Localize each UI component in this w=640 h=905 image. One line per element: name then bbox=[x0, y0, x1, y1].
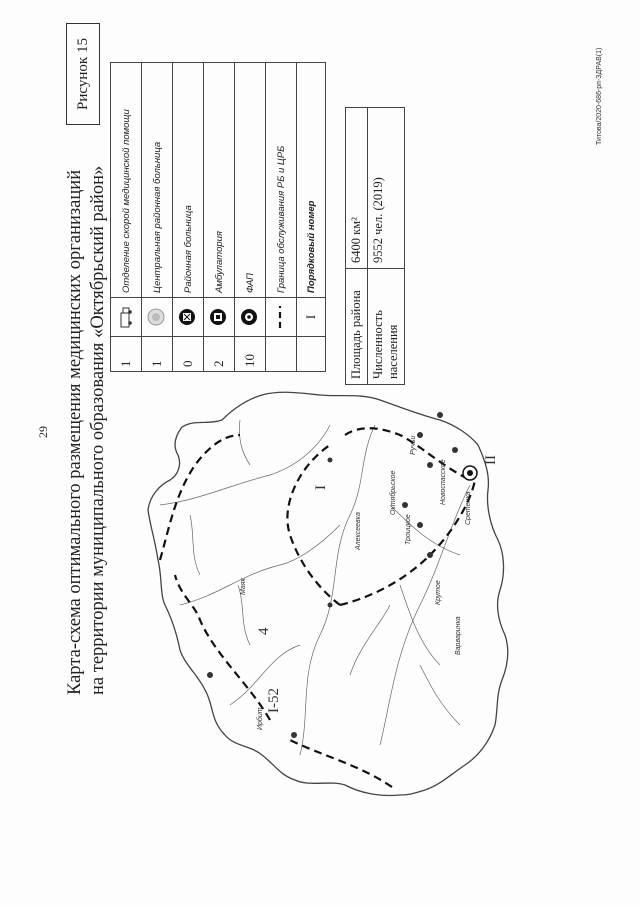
legend-label: Порядковый номер bbox=[297, 63, 326, 298]
footer-code: Титова/2020-686-рп-ЗДРАВ(1) bbox=[596, 47, 603, 145]
legend-count bbox=[297, 337, 326, 372]
place-label: Ручьи bbox=[410, 435, 417, 455]
stats-row bbox=[368, 108, 405, 385]
stats-row bbox=[346, 108, 368, 385]
legend-label: Граница обслуживания РБ и ЦРБ bbox=[266, 63, 297, 298]
zone-label-ii: II bbox=[483, 455, 499, 465]
place-label: Октябрьское bbox=[390, 470, 397, 515]
boundary-dashed-line bbox=[266, 298, 297, 337]
stats-table bbox=[345, 107, 405, 385]
title-line-2: на территории муниципального образования «Октябрьский район» bbox=[88, 165, 108, 695]
rivers bbox=[160, 420, 470, 755]
ambulance-icon bbox=[111, 298, 142, 337]
legend-label: Отделение скорой медицинской помощи bbox=[111, 63, 142, 298]
legend-row bbox=[235, 63, 266, 372]
place-label: Ирбит bbox=[257, 707, 264, 730]
legend-count: 0 bbox=[173, 337, 204, 372]
place-label: Троицкое bbox=[405, 514, 412, 545]
population-label-line-1: Численность bbox=[371, 310, 385, 379]
population-label-line-2: населения bbox=[386, 324, 400, 379]
central-hospital-marker bbox=[463, 466, 477, 480]
population-value: 9552 чел. (2019) bbox=[368, 108, 405, 269]
place-label: Сретенка bbox=[465, 491, 472, 525]
district-hospital-icon bbox=[173, 298, 204, 337]
place-label: Новоспасское bbox=[440, 459, 447, 505]
legend-row bbox=[266, 63, 297, 372]
legend-count: 1 bbox=[111, 337, 142, 372]
legend-table bbox=[110, 62, 326, 372]
area-value: 6400 км² bbox=[346, 108, 368, 269]
legend-count: 10 bbox=[235, 337, 266, 372]
legend-row bbox=[111, 63, 142, 372]
fap-icon bbox=[235, 298, 266, 337]
title-line-1: Карта-схема оптимального размещения медицинских организаций bbox=[65, 169, 85, 695]
legend-label: ФАП bbox=[235, 63, 266, 298]
legend-row bbox=[204, 63, 235, 372]
service-boundaries bbox=[160, 428, 475, 787]
place-label: Крутое bbox=[435, 580, 442, 605]
legend-label: Центральная районная больница bbox=[142, 63, 173, 298]
legend-row bbox=[142, 63, 173, 372]
legend-count: 2 bbox=[204, 337, 235, 372]
page-number: 29 bbox=[36, 426, 50, 438]
legend-count bbox=[266, 337, 297, 372]
zone-label-i: I bbox=[313, 485, 329, 490]
outpatient-clinic-icon bbox=[204, 298, 235, 337]
settlement-markers bbox=[207, 412, 474, 738]
legend-label: Районная больница bbox=[173, 63, 204, 298]
legend-row bbox=[173, 63, 204, 372]
central-hospital-icon bbox=[142, 298, 173, 337]
place-label: Маяк bbox=[240, 578, 247, 595]
zone-label-4: 4 bbox=[256, 627, 272, 635]
ordinal-symbol: I bbox=[297, 298, 326, 337]
figure-label: Рисунок 15 bbox=[66, 23, 100, 125]
legend-label: Амбулатория bbox=[204, 63, 235, 298]
legend-row bbox=[297, 63, 326, 372]
place-label: Варваринка bbox=[455, 616, 462, 655]
area-label: Площадь района bbox=[346, 269, 368, 385]
place-label: Алексеевка bbox=[355, 512, 362, 550]
legend-count: 1 bbox=[142, 337, 173, 372]
population-label bbox=[368, 269, 405, 385]
zone-label-i-52: I-52 bbox=[266, 688, 282, 713]
